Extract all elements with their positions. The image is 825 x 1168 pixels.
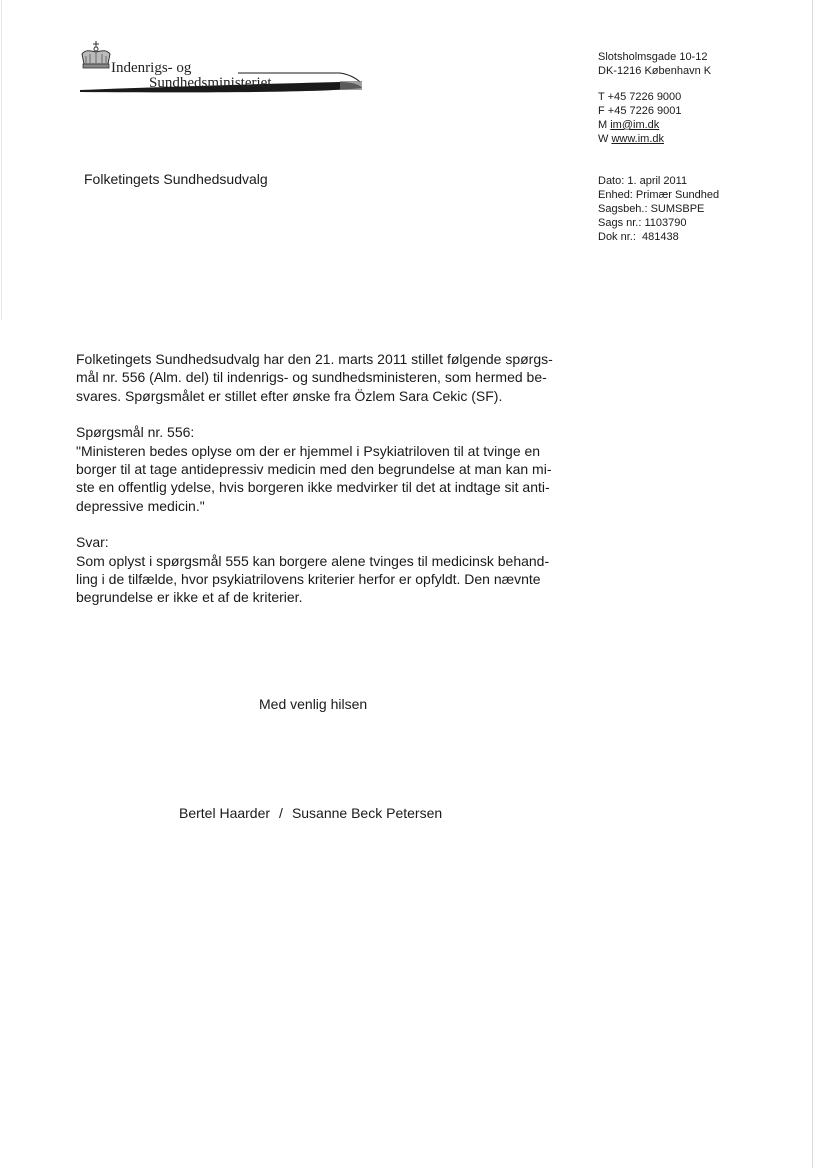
email-link[interactable]: im@im.dk [610, 119, 660, 131]
answer-line: ling i de tilfælde, hvor psykiatrilovens kriterier herfor er opfyldt. Den nævnte [76, 571, 541, 588]
answer-paragraph [76, 533, 556, 607]
intro-line: Folketingets Sundhedsudvalg har den 21. marts 2011 stillet følgende spørgs- [76, 351, 553, 367]
fax-number: F +45 7226 9001 [598, 105, 682, 117]
case-metadata [598, 174, 818, 244]
meta-handler: Sagsbeh.: SUMSBPE [598, 203, 705, 215]
intro-line: mål nr. 556 (Alm. del) til indenrigs- og sundhedsministeren, som hermed be- [76, 369, 547, 386]
ministry-logo [78, 40, 368, 102]
signature-separator: / [279, 805, 283, 821]
signatory-official: Susanne Beck Petersen [291, 805, 443, 821]
scan-edge-left [1, 0, 2, 320]
address-city: DK-1216 København K [598, 65, 712, 77]
question-paragraph [76, 423, 556, 515]
meta-case-number: Sags nr.: 1103790 [598, 217, 687, 229]
web-prefix: W [598, 133, 612, 145]
web-row [598, 132, 818, 146]
email-row [598, 118, 818, 132]
letter-body [76, 350, 556, 625]
question-line: borger til at tage antidepressiv medicin med den begrundelse at man kan mi- [76, 461, 552, 478]
recipient: Folketingets Sundhedsudvalg [84, 171, 268, 187]
logo-text-line2: Sundhedsministeriet [149, 75, 272, 91]
closing-greeting: Med venlig hilsen [259, 696, 368, 712]
address-street: Slotsholmsgade 10-12 [598, 51, 708, 63]
contact-block [598, 50, 818, 158]
question-heading: Spørgsmål nr. 556: [76, 424, 195, 441]
answer-line: begrundelse er ikke et af de kriterier. [76, 589, 303, 606]
intro-paragraph [76, 350, 556, 405]
signature-line [179, 805, 442, 821]
question-line: "Ministeren bedes oplyse om der er hjemmel i Psykiatriloven til at tvinge en [76, 442, 541, 459]
meta-document-number: Dok nr.: 481438 [598, 231, 679, 243]
meta-date: Dato: 1. april 2011 [598, 175, 688, 187]
question-line: ste en offentlig ydelse, hvis borgeren ikke medvirker til det at indtage sit anti- [76, 479, 550, 496]
answer-heading: Svar: [76, 534, 109, 551]
phone-number: T +45 7226 9000 [598, 91, 682, 103]
web-link[interactable]: www.im.dk [611, 133, 665, 145]
intro-line: svares. Spørgsmålet er stillet efter ønske fra Özlem Sara Cekic (SF). [76, 387, 503, 404]
email-prefix: M [598, 119, 611, 131]
meta-unit: Enhed: Primær Sundhed [598, 189, 720, 201]
logo-text-line1: Indenrigs- og [111, 60, 192, 76]
answer-line: Som oplyst i spørgsmål 555 kan borgere alene tvinges til medicinsk behand- [76, 552, 550, 569]
signatory-minister: Bertel Haarder [179, 805, 271, 821]
crown-icon [78, 40, 114, 72]
question-line: depressive medicin." [76, 497, 205, 514]
